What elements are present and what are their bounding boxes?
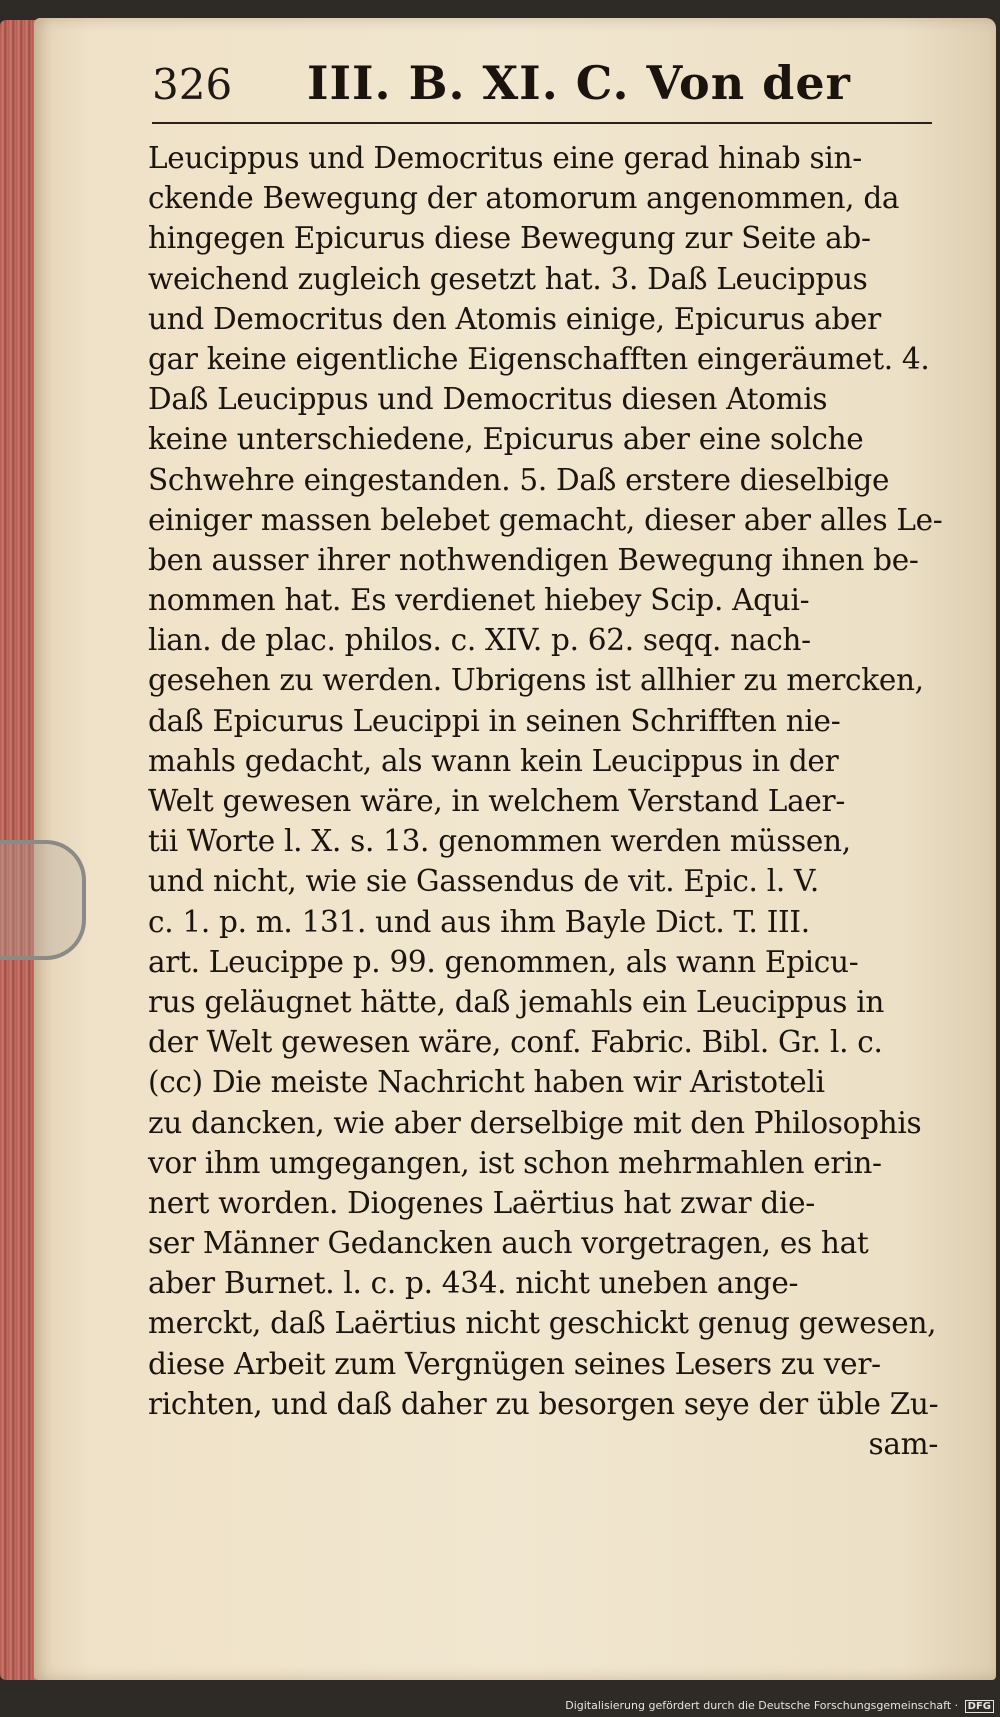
text-line: einiger massen belebet gemacht, dieser aber alles Le-	[148, 502, 943, 537]
text-line: nommen hat. Es verdienet hiebey Scip. Aqui-	[148, 583, 810, 618]
text-line: lian. de plac. philos. c. XIV. p. 62. seqq. nach-	[148, 623, 811, 658]
text-line: weichend zugleich gesetzt hat. 3. Daß Leucippus	[148, 261, 868, 296]
text-line: merckt, daß Laërtius nicht geschickt genug gewesen,	[148, 1306, 937, 1341]
text-line: ckende Bewegung der atomorum angenommen, da	[148, 181, 900, 216]
text-line: rus geläugnet hätte, daß jemahls ein Leucippus in	[148, 984, 885, 1019]
page-header	[152, 52, 932, 122]
text-line: daß Epicurus Leucippi in seinen Schrifften nie-	[148, 703, 841, 738]
text-line: der Welt gewesen wäre, conf. Fabric. Bibl. Gr. l. c.	[148, 1025, 883, 1060]
text-line: Schwehre eingestanden. 5. Daß erstere dieselbige	[148, 462, 890, 497]
text-line: gar keine eigentliche Eigenschafften eingeräumet. 4.	[148, 341, 930, 376]
text-line: (cc) Die meiste Nachricht haben wir Aristoteli	[148, 1065, 825, 1100]
text-line: nert worden. Diogenes Laërtius hat zwar die-	[148, 1185, 815, 1220]
footer-credit: Digitalisierung gefördert durch die Deutsche Forschungsgemeinschaft ·	[565, 1699, 959, 1712]
text-line: und nicht, wie sie Gassendus de vit. Epic. l. V.	[148, 864, 819, 899]
text-line: c. 1. p. m. 131. und aus ihm Bayle Dict. T. III.	[148, 904, 810, 939]
dfg-logo: DFG	[965, 1700, 994, 1713]
text-line: keine unterschiedene, Epicurus aber eine solche	[148, 422, 864, 457]
text-line: und Democritus den Atomis einige, Epicurus aber	[148, 301, 881, 336]
book-clasp-strap	[0, 840, 86, 960]
text-line: Daß Leucippus und Democritus diesen Atomis	[148, 382, 828, 417]
catchword: sam-	[868, 1427, 938, 1461]
text-line: zu dancken, wie aber derselbige mit den Philosophis	[148, 1105, 922, 1140]
text-line: mahls gedacht, als wann kein Leucippus in der	[148, 743, 839, 778]
text-line: hingegen Epicurus diese Bewegung zur Seite ab-	[148, 221, 871, 256]
text-line: Welt gewesen wäre, in welchem Verstand Laer-	[148, 784, 846, 818]
running-head: III. B. XI. C. Von der	[307, 56, 851, 110]
text-line: aber Burnet. l. c. p. 434. nicht uneben ange-	[148, 1266, 799, 1301]
text-line: diese Arbeit zum Vergnügen seines Lesers zu ver-	[148, 1346, 881, 1381]
text-line: tii Worte l. X. s. 13. genommen werden müssen,	[148, 824, 851, 859]
text-line: richten, und daß daher zu besorgen seye der üble Zu-	[148, 1386, 939, 1421]
text-line: ben ausser ihrer nothwendigen Bewegung ihnen be-	[148, 542, 919, 577]
body-text	[148, 138, 948, 1464]
text-line: vor ihm umgegangen, ist schon mehrmahlen erin-	[148, 1145, 882, 1180]
text-line: ser Männer Gedancken auch vorgetragen, es hat	[148, 1226, 869, 1261]
digitization-footer	[565, 1699, 994, 1713]
page-number: 326	[152, 60, 233, 109]
text-line: gesehen zu werden. Ubrigens ist allhier zu mercken,	[148, 663, 924, 698]
text-line: art. Leucippe p. 99. genommen, als wann Epicu-	[148, 944, 859, 979]
header-rule	[152, 122, 932, 124]
text-line: Leucippus und Democritus eine gerad hinab sin-	[148, 141, 862, 175]
